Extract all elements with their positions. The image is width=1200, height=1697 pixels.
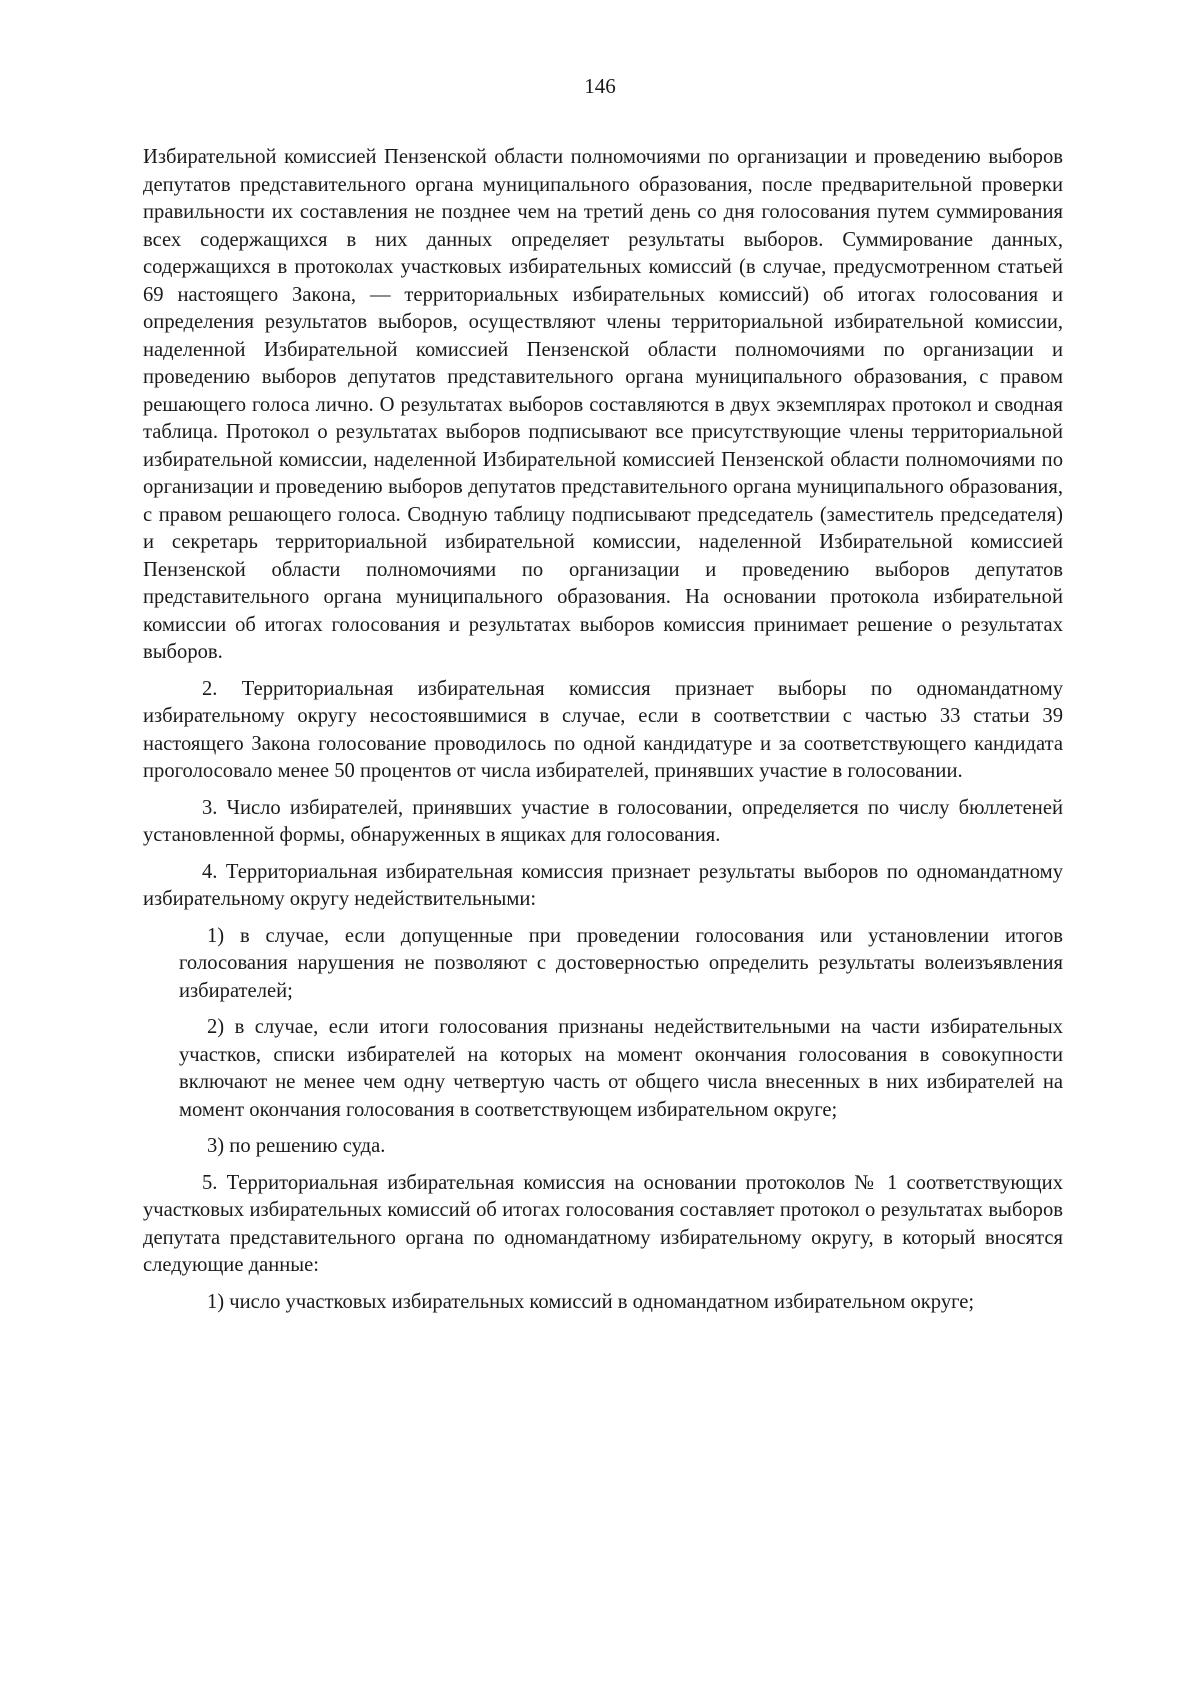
subitem-4-1: 1) в случае, если допущенные при проведении голосования или установлении итогов голосования нарушения не позволяют с достоверностью определить результаты волеизъявления избирателей; [179, 924, 1063, 1002]
subitem-4-3: 3) по решению суда. [207, 1135, 386, 1157]
subitem-5-1: 1) число участковых избирательных комиссий в одномандатном избирательном округе; [207, 1290, 975, 1313]
paragraph-item-5: 5. Территориальная избирательная комиссия на основании протоколов № 1 соответствующих участковых избирательных комиссий об итогах голосования составляет протокол о результатах выборов депутата представительного органа по одномандатному избирательному округу, в который вносятся следующие данные: [143, 1171, 1063, 1276]
subitem-4-2: 2) в случае, если итоги голосования признаны недействительными на части избирательных участков, списки избирателей на которых на момент окончания голосования в совокупности включают не менее чем одну четвертую часть от общего числа внесенных в них избирателей на момент окончания голосования в соответствующем избирательном округе; [179, 1016, 1063, 1121]
page-number: 146 [584, 74, 616, 98]
paragraph-continuation: Избирательной комиссией Пензенской области полномочиями по организации и проведению выборов депутатов представительного органа муниципального образования, после предварительной проверки правильности их составления не позднее чем на третий день со дня голосования путем суммирования всех содержащихся в них данных определяет результаты выборов. Суммирование данных, содержащихся в протоколах участковых избирательных комиссий (в случае, предусмотренном статьей 69 настоящего Закона, — территориальных избирательных комиссий) об итогах голосования и определения результатов выборов, осуществляют члены территориальной избирательной комиссии, наделенной Избирательной комиссией Пензенской области полномочиями по организации и проведению выборов депутатов представительного органа муниципального образования, с правом решающего голоса лично. О результатах выборов составляются в двух экземплярах протокол и сводная таблица. Протокол о результатах выборов подписывают все присутствующие члены территориальной избирательной комиссии, наделенной Избирательной комиссией Пензенской области полномочиями по организации и проведению выборов депутатов представительного органа муниципального образования, с правом решающего голоса. Сводную таблицу подписывают председатель (заместитель председателя) и секретарь территориальной избирательной комиссии, наделенной Избирательной комиссией Пензенской области полномочиями по организации и проведению выборов депутатов представительного органа муниципального образования. На основании протокола избирательной комиссии об итогах голосования и результатах выборов комиссия принимает решение о результатах выборов. [143, 146, 1063, 663]
paragraph-item-2: 2. Территориальная избирательная комиссия признает выборы по одномандатному избирательному округу несостоявшимися в случае, если в соответствии с частью 33 статьи 39 настоящего Закона голосование проводилось по одной кандидатуре и за соответствующего кандидата проголосовало менее 50 процентов от числа избирателей, принявших участие в голосовании. [143, 677, 1063, 782]
paragraph-item-4: 4. Территориальная избирательная комиссия признает результаты выборов по одномандатному избирательному округу недействительными: [143, 860, 1063, 910]
document-body [143, 144, 1063, 1316]
paragraph-item-3: 3. Число избирателей, принявших участие в голосовании, определяется по числу бюллетеней установленной формы, обнаруженных в ящиках для голосования. [143, 796, 1063, 846]
